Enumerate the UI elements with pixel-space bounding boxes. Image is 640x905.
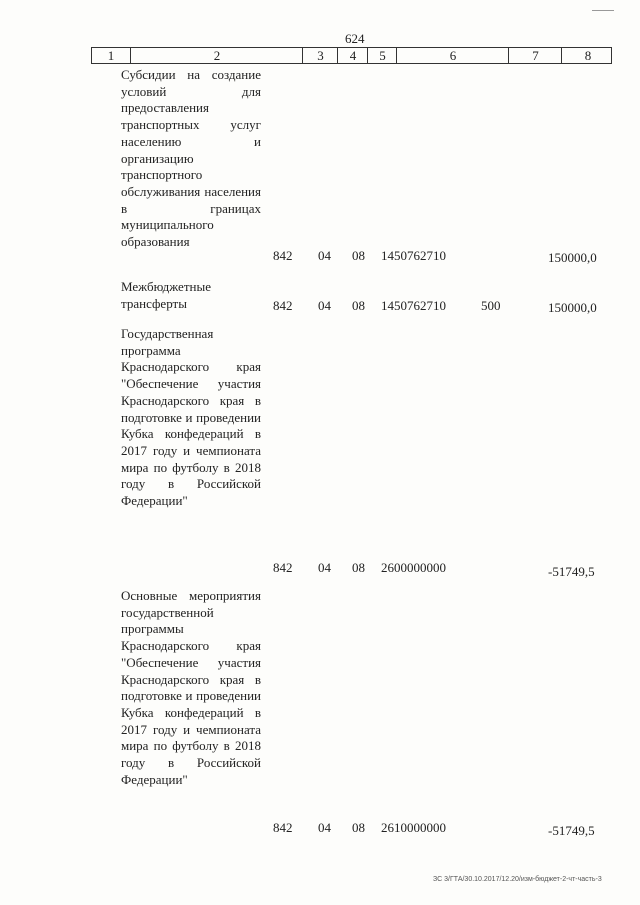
cell-col-6: 2610000000 [381, 820, 446, 835]
row-description: Межбюджетные трансферты [121, 279, 211, 311]
cell-col-3: 842 [273, 248, 293, 263]
cell-col-3: 842 [273, 298, 293, 313]
header-col-6: 6 [396, 48, 509, 63]
cell-col-7: 500 [481, 298, 501, 313]
cell-col-6: 2600000000 [381, 560, 446, 575]
cell-col-4: 04 [318, 820, 331, 835]
cell-col-6: 1450762710 [381, 298, 446, 313]
cell-col-4: 04 [318, 298, 331, 313]
cell-col-6: 1450762710 [381, 248, 446, 263]
cell-col-5: 08 [352, 248, 365, 263]
cell-col-8: -51749,5 [548, 564, 595, 579]
cell-col-8: -51749,5 [548, 823, 595, 838]
cell-col-8: 150000,0 [548, 300, 597, 315]
corner-mark [592, 10, 614, 11]
page-number: 624 [345, 31, 365, 46]
header-col-7: 7 [508, 48, 562, 63]
cell-col-3: 842 [273, 820, 293, 835]
header-col-1: 1 [107, 48, 115, 63]
header-col-5: 5 [367, 48, 397, 63]
cell-col-8: 150000,0 [548, 250, 597, 265]
row-description: Основные мероприятия государственной программы Краснодарского края "Обеспечение участия Краснодарского края в подготовке и проведении Кубка конфедераций в 2017 году и чемпионата мира по футболу в 2018 году в Российской Федерации" [121, 588, 261, 787]
cell-col-3: 842 [273, 560, 293, 575]
table-header-row [91, 47, 612, 64]
footer-document-code: ЗС 3/ГТА/30.10.2017/12.20/изм-бюджет-2-чт-часть-3 [433, 876, 602, 883]
cell-col-4: 04 [318, 560, 331, 575]
header-col-8: 8 [561, 48, 614, 63]
cell-col-5: 08 [352, 820, 365, 835]
cell-col-5: 08 [352, 560, 365, 575]
cell-col-5: 08 [352, 298, 365, 313]
cell-col-4: 04 [318, 248, 331, 263]
header-col-3: 3 [302, 48, 338, 63]
header-col-4: 4 [337, 48, 368, 63]
row-description: Государственная программа Краснодарского края "Обеспечение участия Краснодарского края в подготовке и проведении Кубка конфедераций в 2017 году и чемпионата мира по футболу в 2018 году в Российской Федерации" [121, 326, 261, 509]
header-col-2: 2 [130, 48, 303, 63]
row-description: Субсидии на создание условий для предоставления транспортных услуг населению и организацию транспортного обслуживания населения в границах муниципального образования [121, 67, 261, 250]
